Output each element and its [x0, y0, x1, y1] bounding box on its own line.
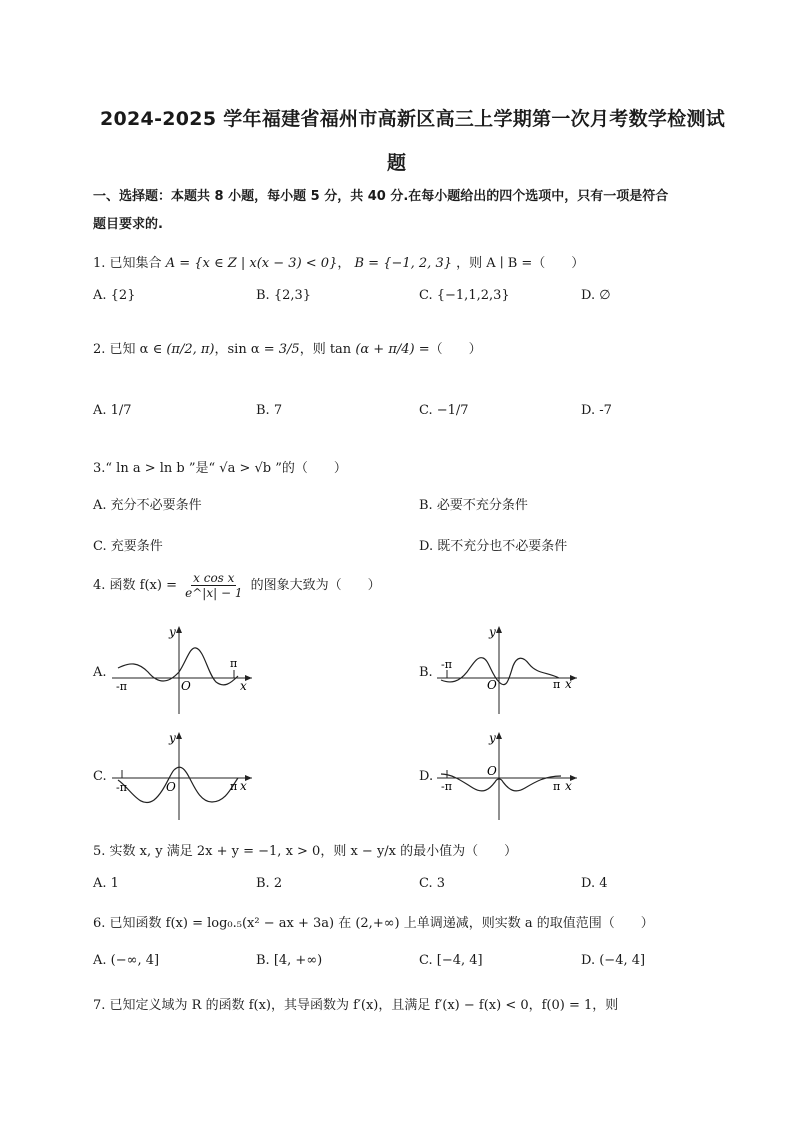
q1-set-b: B = {−1, 2, 3}: [354, 256, 452, 271]
question-1-stem: [93, 252, 584, 271]
q4-graph-a: [112, 622, 257, 721]
q1-option-d: D. ∅: [581, 288, 611, 303]
q3-option-b: B. 必要不充分条件: [419, 498, 528, 513]
origin-label: O: [487, 678, 497, 692]
q6-option-b: B. [4, +∞): [256, 953, 323, 968]
q6-option-c: C. [−4, 4]: [419, 953, 483, 968]
q1-option-a: A. {2}: [93, 288, 136, 303]
q5-option-c: C. 3: [419, 876, 446, 891]
question-3-stem: 3.“ ln a > ln b ”是“ √a > √b ”的（ ）: [93, 461, 347, 476]
q2-sin-value: 3/5: [278, 342, 300, 357]
q2-option-c: C. −1/7: [419, 403, 469, 418]
q3-option-d: D. 既不充分也不必要条件: [419, 539, 568, 554]
q1-stem-part: ，则 A ∣ B =（ ）: [456, 256, 585, 271]
q2-stem-part: ，则 tan: [299, 342, 352, 357]
question-4-stem: [93, 571, 381, 600]
q6-option-d: D. (−4, 4]: [581, 953, 646, 968]
q2-stem-part: ，sin α =: [214, 342, 275, 357]
q4-stem-part: 4. 函数 f(x) =: [93, 578, 177, 593]
function-curve: [441, 658, 559, 685]
q2-stem-part: =（ ）: [418, 342, 482, 357]
q4-graph-d: [437, 728, 582, 827]
q4-option-a-label: A.: [93, 665, 107, 680]
pi-tick-label: π: [553, 678, 561, 691]
q6-option-a: A. (−∞, 4]: [93, 953, 160, 968]
q1-stem-part: ，: [337, 256, 351, 271]
section-header-continued: 题目要求的.: [93, 217, 163, 232]
neg-pi-tick-label: -π: [441, 780, 452, 793]
q5-option-a: A. 1: [93, 876, 119, 891]
x-axis-label: x: [240, 679, 247, 693]
q2-interval: (π/2, π): [166, 342, 215, 357]
q3-option-c: C. 充要条件: [93, 539, 163, 554]
y-axis-arrow-icon: [176, 626, 182, 633]
y-axis-label: y: [489, 731, 496, 745]
section-header: 一、选择题：本题共 8 小题，每小题 5 分，共 40 分.在每小题给出的四个选项中，只有一项是符合: [93, 189, 669, 204]
q4-stem-part: 的图象大致为（ ）: [250, 578, 381, 593]
q4-option-b-label: B.: [419, 665, 433, 680]
origin-label: O: [166, 780, 176, 794]
page-title: 2024-2025 学年福建省福州市高新区高三上学期第一次月考数学检测试: [100, 108, 726, 130]
q1-stem-part: 1. 已知集合: [93, 256, 162, 271]
function-curve: [118, 648, 238, 685]
q4-numerator: x cos x: [193, 571, 235, 585]
x-axis-label: x: [240, 779, 247, 793]
q2-option-d: D. -7: [581, 403, 612, 418]
q1-option-b: B. {2,3}: [256, 288, 312, 303]
function-curve: [118, 767, 238, 802]
question-5-stem: 5. 实数 x, y 满足 2x + y = −1, x > 0，则 x − y/x 的最小值为（ ）: [93, 844, 518, 859]
q2-tan-arg: (α + π/4): [355, 342, 415, 357]
q5-option-d: D. 4: [581, 876, 608, 891]
origin-label: O: [181, 679, 191, 693]
q4-fraction: [183, 571, 244, 600]
neg-pi-tick-label: -π: [116, 781, 127, 794]
question-7-stem: 7. 已知定义域为 R 的函数 f(x)，其导函数为 f′(x)，且满足 f′(x) − f(x) < 0，f(0) = 1，则: [93, 998, 619, 1013]
q4-denominator: e^|x| − 1: [185, 586, 243, 600]
question-6-stem: 6. 已知函数 f(x) = log₀.₅(x² − ax + 3a) 在 (2,+∞) 上单调递减，则实数 a 的取值范围（ ）: [93, 916, 654, 931]
y-axis-arrow-icon: [176, 732, 182, 739]
function-curve: [441, 774, 561, 791]
y-axis-arrow-icon: [496, 626, 502, 633]
q2-option-b: B. 7: [256, 403, 283, 418]
q4-option-c-label: C.: [93, 769, 107, 784]
origin-label: O: [487, 764, 497, 778]
neg-pi-tick-label: -π: [116, 680, 127, 693]
q1-set-a: A = {x ∈ Z | x(x − 3) < 0}: [165, 256, 338, 271]
y-axis-arrow-icon: [496, 732, 502, 739]
question-2-stem: [93, 338, 482, 357]
pi-tick-label: π: [553, 780, 561, 793]
q4-option-d-label: D.: [419, 769, 434, 784]
q2-stem-part: 2. 已知 α ∈: [93, 342, 163, 357]
y-axis-label: y: [489, 625, 496, 639]
neg-pi-tick-label: -π: [441, 658, 452, 671]
q4-graph-c: [112, 728, 257, 827]
y-axis-label: y: [169, 731, 176, 745]
q2-option-a: A. 1/7: [93, 403, 132, 418]
q3-option-a: A. 充分不必要条件: [93, 498, 202, 513]
page-title-continued: 题: [387, 152, 407, 174]
pi-tick-label: π: [230, 780, 238, 793]
q1-option-c: C. {−1,1,2,3}: [419, 288, 510, 303]
y-axis-label: y: [169, 625, 176, 639]
x-axis-label: x: [565, 677, 572, 691]
q4-graph-b: [437, 622, 582, 721]
x-axis-label: x: [565, 779, 572, 793]
q5-option-b: B. 2: [256, 876, 283, 891]
pi-tick-label: π: [230, 657, 238, 670]
